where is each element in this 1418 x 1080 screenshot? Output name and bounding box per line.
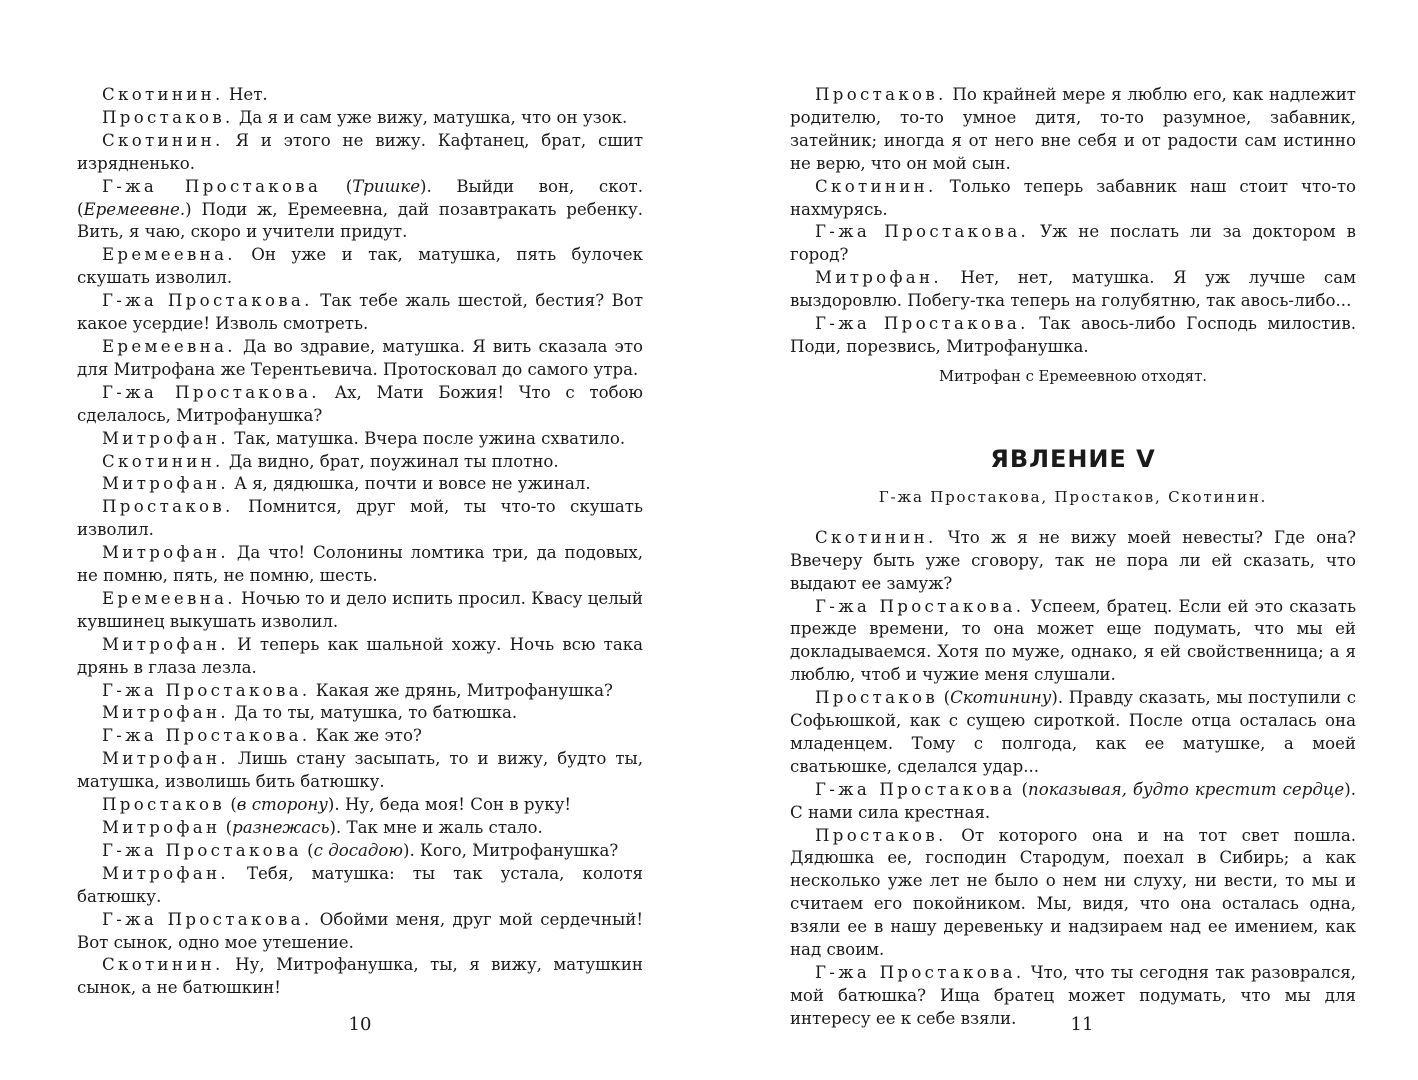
speaker-name: Митрофан. bbox=[815, 268, 942, 288]
dialogue-line bbox=[790, 221, 1356, 267]
left-paragraphs bbox=[77, 84, 643, 1000]
line-text: . Правду сказать, мы поступили с Софьюшкой, как с сущею сироткой. После отца осталась она младенцем. Тому с полгода, как ее матушке, а моей сватьюшке, сделался удар... bbox=[790, 688, 1356, 776]
line-text: От которого она и на тот свет пошла. Дядюшка ее, господин Стародум, поехал в Сибирь; а как несколько уже лет не было о нем ни слуху, ни вести, то мы и считаем его покойником. Мы, видя, что она осталась одна, взяли ее в нашу деревеньку и надзираем над ее имением, как над своим. bbox=[790, 825, 1356, 960]
line-text: Так, матушка. Вчера после ужина схватило. bbox=[228, 428, 626, 448]
speaker-name: Еремеевна. bbox=[102, 336, 236, 356]
stage-direction: Митрофан с Еремеевною отходят. bbox=[939, 367, 1207, 385]
speaker-name: Г-жа Простакова. bbox=[102, 680, 311, 700]
scene-title: ЯВЛЕНИЕ V bbox=[990, 444, 1156, 473]
stage-remark: показывая, будто крестит сердце bbox=[1028, 779, 1345, 799]
stage-remark: Скотинину bbox=[950, 688, 1052, 708]
dialogue-line bbox=[790, 825, 1356, 962]
dialogue-line bbox=[77, 496, 643, 542]
line-text: Только теперь забавник наш стоит что-то нахмурясь. bbox=[790, 176, 1356, 219]
line-text: Да во здравие, матушка. Я вить сказала это для Митрофана же Терентьевича. Протосковал до самого утра. bbox=[77, 336, 643, 379]
dialogue-line bbox=[790, 267, 1356, 313]
dialogue-line: Г-жа Простакова (с досадою). Кого, Митрофанушка? bbox=[102, 840, 619, 860]
dialogue-line bbox=[77, 84, 643, 107]
speaker-name: Г-жа Простакова. bbox=[815, 314, 1029, 334]
line-text: Нет. bbox=[223, 85, 268, 104]
dialogue-line bbox=[790, 313, 1356, 359]
line-text: Да то ты, матушка, то батюшка. bbox=[228, 703, 518, 723]
speaker-name: Г-жа Простакова. bbox=[102, 909, 313, 929]
dialogue-line bbox=[77, 244, 643, 290]
stage-remark: Еремеевне. bbox=[83, 199, 186, 219]
speaker-name: Митрофан. bbox=[102, 428, 229, 448]
speaker-name: Скотинин. bbox=[102, 955, 224, 975]
line-text: Обойми меня, друг мой сердечный! Вот сынок, одно мое утешение. bbox=[77, 909, 644, 952]
dialogue-line: Г-жа Простакова (показывая, будто крестит сердце). С нами сила крестная. bbox=[790, 779, 1357, 822]
line-text: Он уже и так, матушка, пять булочек скушать изволил. bbox=[77, 245, 643, 288]
line-text: . Кого, Митрофанушка? bbox=[409, 840, 619, 860]
line-text: По крайней мере я люблю его, как надлежит родителю, то-то умное дитя, то-то разумное, забавник, затейник; иногда я от него вне себя и от радости сам истинно не верю, что он мой сын. bbox=[790, 85, 1356, 173]
dialogue-line bbox=[77, 863, 643, 909]
speaker-name: Митрофан. bbox=[102, 863, 229, 883]
line-text: А я, дядюшка, почти и вовсе не ужинал. bbox=[228, 474, 591, 494]
line-text: . С нами сила крестная. bbox=[790, 779, 1357, 822]
dialogue-line bbox=[77, 748, 643, 794]
line-text: Так авось-либо Господь милостив. Поди, порезвись, Митрофанушка. bbox=[790, 314, 1356, 356]
line-text: Как же это? bbox=[310, 726, 422, 746]
line-text: Я и этого не вижу. Кафтанец, брат, сшит изрядненько. bbox=[77, 130, 643, 173]
dialogue-line bbox=[77, 680, 643, 703]
line-text: Ночью то и дело испить просил. Квасу целый кувшинец выкушать изволил. bbox=[77, 588, 643, 631]
dialogue-line bbox=[77, 130, 643, 176]
dialogue-line bbox=[77, 428, 643, 451]
dialogue-line bbox=[77, 542, 643, 588]
dialogue-line: Простаков (Скотинину). Правду сказать, мы поступили с Софьюшкой, как с сущею сироткой. После отца осталась она младенцем. Тому с полгода, как ее матушке, а моей сватьюшке, сделался удар... bbox=[790, 688, 1356, 776]
line-text: И теперь как шальной хожу. Ночь всю така дрянь в глаза лезла. bbox=[77, 634, 643, 677]
dialogue-line: Митрофан (разнежась). Так мне и жаль стало. bbox=[102, 818, 543, 837]
speaker-name: Скотинин. bbox=[102, 451, 224, 471]
speaker-name: Скотинин. bbox=[102, 130, 224, 150]
speaker-name: Митрофан. bbox=[102, 634, 229, 654]
dialogue-line bbox=[77, 336, 643, 382]
line-text: ) Поди ж, Еремеевна, дай позавтракать ребенку. Вить, я чаю, скоро и учители придут. bbox=[77, 199, 643, 242]
line-text: Помнится, друг мой, ты что-то скушать изволил. bbox=[77, 497, 643, 540]
line-text: . Так мне и жаль стало. bbox=[336, 818, 543, 837]
speaker-name: Митрофан bbox=[102, 818, 221, 837]
line-text: . Выйди вон, скот. ( bbox=[77, 176, 644, 219]
dialogue-line bbox=[77, 702, 643, 725]
speaker-name: Г-жа Простакова. bbox=[102, 382, 320, 402]
line-text: Тебя, матушка: ты так устала, колотя батюшку. bbox=[77, 863, 643, 906]
line-text: Что, что ты сегодня так разоврался, мой батюшка? Ища братец может подумать, что мы для интересу ее к себе взяли. bbox=[790, 963, 1356, 1028]
dialogue-line: Простаков (в сторону). Ну, беда моя! Сон в руку! bbox=[102, 795, 572, 815]
stage-remark: Тришке bbox=[352, 176, 421, 196]
speaker-name: Простаков. bbox=[102, 497, 234, 517]
dialogue-line bbox=[77, 954, 643, 1000]
line-text: Лишь стану засыпать, то и вижу, будто ты, матушка, изволишь бить батюшку. bbox=[77, 749, 643, 792]
line-text: . Ну, беда моя! Сон в руку! bbox=[334, 795, 572, 815]
stage-remark: разнежась bbox=[232, 818, 330, 837]
dialogue-line bbox=[77, 588, 643, 634]
dialogue-line bbox=[77, 107, 643, 130]
right-paragraphs-top bbox=[790, 84, 1356, 359]
dialogue-line bbox=[77, 451, 643, 474]
speaker-name: Г-жа Простакова. bbox=[815, 963, 1025, 982]
speaker-name: Простаков. bbox=[815, 825, 947, 845]
right-paragraphs-bottom bbox=[790, 527, 1356, 1031]
speaker-name: Простаков. bbox=[815, 85, 947, 104]
cast-list: Г-жа Простакова, Простаков, Скотинин. bbox=[878, 487, 1268, 506]
dialogue-line bbox=[77, 725, 643, 748]
speaker-name: Митрофан. bbox=[102, 543, 229, 563]
right-page bbox=[709, 0, 1418, 1080]
speaker-name: Г-жа Простакова. bbox=[815, 596, 1025, 616]
line-text: Нет, нет, матушка. Я уж лучше сам выздоровлю. Побегу-тка теперь на голубятню, так авось-либо... bbox=[790, 268, 1356, 311]
speaker-name: Г-жа Простакова. bbox=[102, 291, 313, 311]
speaker-name: Митрофан. bbox=[102, 474, 229, 494]
speaker-name: Г-жа Простакова bbox=[102, 840, 302, 860]
left-page-number: 10 bbox=[348, 1014, 372, 1035]
speaker-name: Митрофан. bbox=[102, 749, 229, 769]
speaker-name: Г-жа Простакова bbox=[815, 779, 1016, 799]
line-text: Да видно, брат, поужинал ты плотно. bbox=[223, 451, 559, 471]
speaker-name: Простаков bbox=[815, 688, 939, 708]
speaker-name: Скотинин. bbox=[815, 527, 937, 547]
dialogue-line bbox=[790, 176, 1356, 222]
speaker-name: Скотинин. bbox=[815, 176, 937, 196]
line-text: Ну, Митрофанушка, ты, я вижу, матушкин сынок, а не батюшкин! bbox=[77, 955, 643, 998]
dialogue-line bbox=[77, 909, 643, 955]
dialogue-line bbox=[77, 382, 643, 428]
dialogue-line: Г-жа Простакова (Тришке). Выйди вон, скот. (Еремеевне.) Поди ж, Еремеевна, дай позавтракать ребенку. Вить, я чаю, скоро и учители придут. bbox=[77, 176, 644, 242]
line-text: Что ж я не вижу моей невесты? Где она? Ввечеру быть уже сговору, так не пора ли ей сказать, что выдают ее замуж? bbox=[790, 527, 1356, 593]
dialogue-line bbox=[77, 290, 643, 336]
line-text: Да что! Солонины ломтика три, да подовых, не помню, пять, не помню, шесть. bbox=[77, 543, 643, 586]
speaker-name: Г-жа Простакова. bbox=[102, 726, 311, 746]
speaker-name: Простаков. bbox=[102, 107, 234, 127]
left-page-text bbox=[77, 84, 643, 1000]
line-text: Ах, Мати Божия! Что с тобою сделалось, Митрофанушка? bbox=[77, 382, 643, 425]
line-text: Да я и сам уже вижу, матушка, что он узок. bbox=[233, 107, 628, 127]
speaker-name: Простаков bbox=[102, 795, 226, 815]
line-text: Какая же дрянь, Митрофанушка? bbox=[310, 680, 613, 700]
line-text: Так тебе жаль шестой, бестия? Вот какое усердие! Изволь смотреть. bbox=[77, 291, 643, 334]
right-page-number: 11 bbox=[1070, 1014, 1094, 1035]
dialogue-line bbox=[790, 527, 1356, 596]
dialogue-line bbox=[790, 596, 1356, 688]
dialogue-line bbox=[790, 84, 1356, 176]
speaker-name: Еремеевна. bbox=[102, 245, 236, 265]
right-page-text bbox=[790, 84, 1356, 1031]
speaker-name: Еремеевна. bbox=[102, 588, 236, 608]
dialogue-line bbox=[77, 473, 643, 496]
dialogue-line bbox=[77, 634, 643, 680]
speaker-name: Митрофан. bbox=[102, 703, 229, 723]
speaker-name: Г-жа Простакова bbox=[102, 176, 322, 196]
line-text: Успеем, братец. Если ей это сказать прежде времени, то она может еще подумать, что мы ей докладываемся. Хотя по муже, однако, я ей свойственница; а я люблю, чтоб и чужие меня слушали. bbox=[790, 596, 1356, 685]
stage-remark: в сторону bbox=[236, 795, 328, 815]
speaker-name: Скотинин. bbox=[102, 85, 224, 104]
line-text: Уж не послать ли за доктором в город? bbox=[790, 222, 1356, 265]
stage-remark: с досадою bbox=[313, 840, 404, 860]
speaker-name: Г-жа Простакова. bbox=[815, 222, 1030, 242]
